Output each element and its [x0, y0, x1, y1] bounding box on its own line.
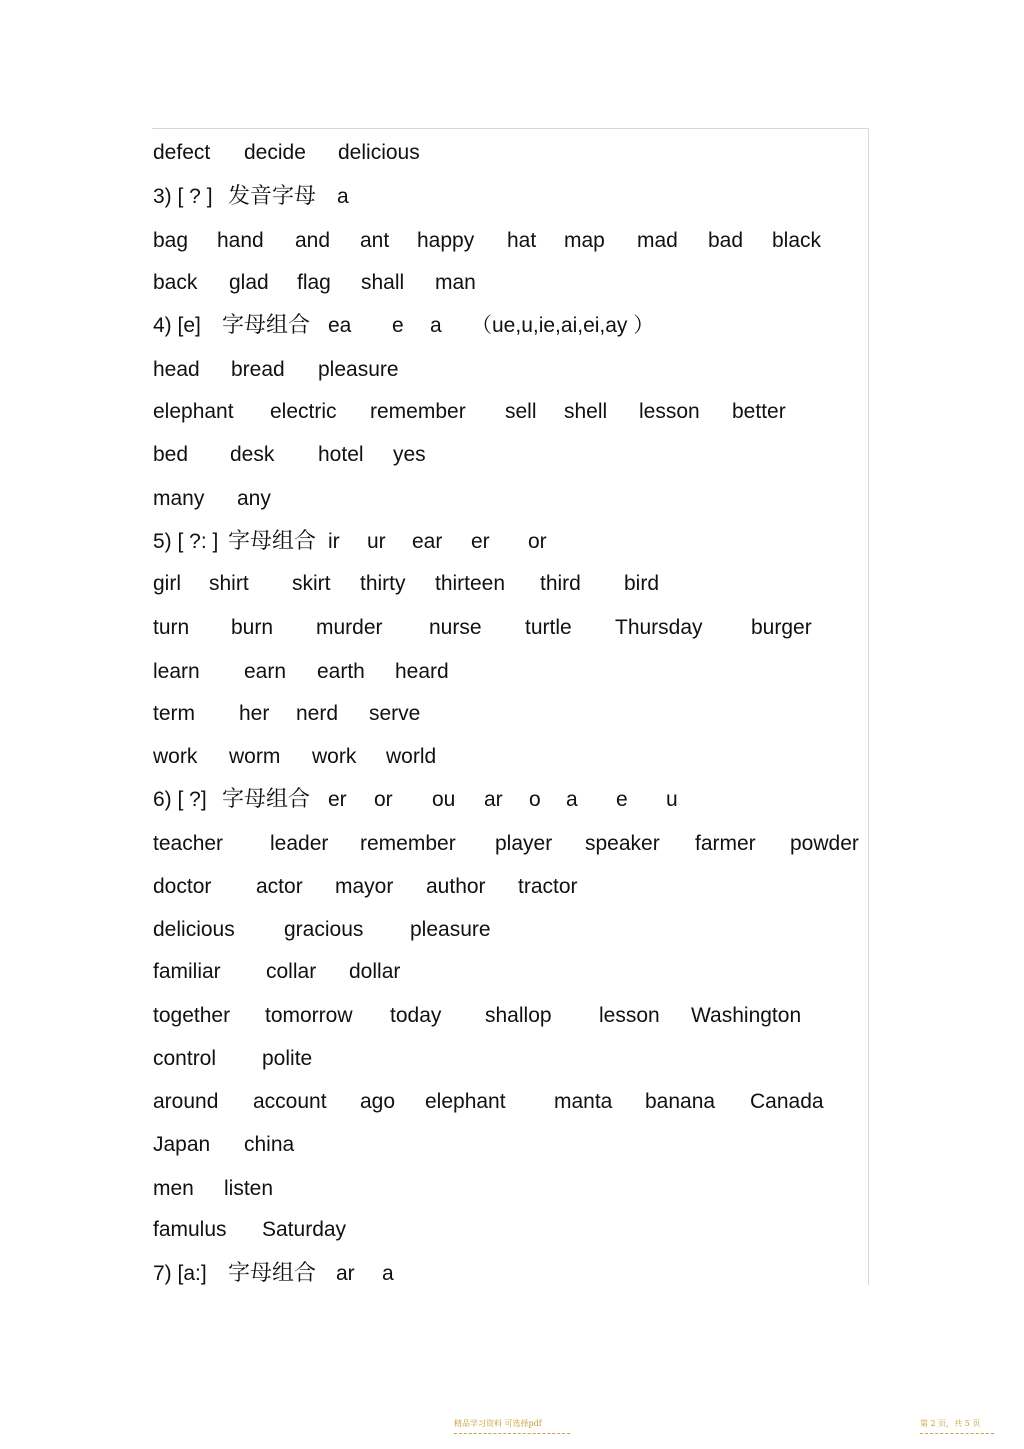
- word: shall: [361, 271, 405, 294]
- word: serve: [369, 702, 421, 725]
- word: farmer: [695, 832, 756, 855]
- word: powder: [790, 832, 859, 855]
- word: mayor: [335, 875, 394, 898]
- word: player: [495, 832, 553, 855]
- word: desk: [230, 443, 275, 466]
- word: girl: [153, 572, 182, 595]
- word: a: [337, 185, 349, 208]
- word: ago: [360, 1090, 396, 1113]
- word: yes: [393, 443, 426, 466]
- word: gracious: [284, 918, 364, 941]
- section-heading-label: 字母组合: [228, 1261, 317, 1286]
- section-heading-label: 发音字母: [228, 184, 317, 209]
- word: famulus: [153, 1218, 227, 1241]
- word: third: [540, 572, 581, 595]
- word: today: [390, 1004, 442, 1027]
- word: leader: [270, 832, 329, 855]
- word: skirt: [292, 572, 331, 595]
- word: 3) [ ? ]: [153, 185, 213, 208]
- word: man: [435, 271, 476, 294]
- word: shallop: [485, 1004, 552, 1027]
- word: mad: [637, 229, 678, 252]
- word: tomorrow: [265, 1004, 353, 1027]
- word: u: [666, 788, 678, 811]
- word: collar: [266, 960, 317, 983]
- word: thirteen: [435, 572, 506, 595]
- word: work: [312, 745, 357, 768]
- word: a: [566, 788, 578, 811]
- word: around: [153, 1090, 219, 1113]
- word: delicious: [338, 141, 420, 164]
- word: ea: [328, 314, 352, 337]
- word: manta: [554, 1090, 613, 1113]
- word: ar: [336, 1262, 355, 1285]
- word: a: [430, 314, 442, 337]
- word: glad: [229, 271, 269, 294]
- word: and: [295, 229, 331, 252]
- word: elephant: [153, 400, 234, 423]
- word: earth: [317, 660, 365, 683]
- page-frame-right: [868, 128, 869, 1285]
- word: worm: [229, 745, 281, 768]
- word: dollar: [349, 960, 401, 983]
- word: or: [528, 530, 547, 553]
- word: lesson: [639, 400, 700, 423]
- word: bread: [231, 358, 285, 381]
- word: pleasure: [410, 918, 491, 941]
- word: black: [772, 229, 822, 252]
- word: map: [564, 229, 605, 252]
- word: burger: [751, 616, 812, 639]
- word: 6) [ ?]: [153, 788, 207, 811]
- word: ear: [412, 530, 443, 553]
- word: ar: [484, 788, 503, 811]
- word: account: [253, 1090, 327, 1113]
- word: tractor: [518, 875, 578, 898]
- word: world: [386, 745, 437, 768]
- word: heard: [395, 660, 449, 683]
- word: pleasure: [318, 358, 399, 381]
- word: polite: [262, 1047, 313, 1070]
- word: 7) [a:]: [153, 1262, 207, 1285]
- word: listen: [224, 1177, 274, 1200]
- word: er: [471, 530, 490, 553]
- word: （ue,u,ie,ai,ei,ay ）: [471, 314, 655, 337]
- word: er: [328, 788, 347, 811]
- word: together: [153, 1004, 231, 1027]
- word: ir: [328, 530, 340, 553]
- footer-underline-right: [920, 1433, 994, 1434]
- word: happy: [417, 229, 475, 252]
- word: any: [237, 487, 271, 510]
- word: remember: [360, 832, 456, 855]
- word: back: [153, 271, 198, 294]
- word: teacher: [153, 832, 224, 855]
- word: men: [153, 1177, 194, 1200]
- word: shell: [564, 400, 608, 423]
- footer-underline-left: [454, 1433, 570, 1434]
- word: earn: [244, 660, 287, 683]
- word: china: [244, 1133, 295, 1156]
- word: defect: [153, 141, 211, 164]
- word: decide: [244, 141, 306, 164]
- word: familiar: [153, 960, 221, 983]
- word: hand: [217, 229, 264, 252]
- word: nurse: [429, 616, 482, 639]
- word: delicious: [153, 918, 235, 941]
- word: elephant: [425, 1090, 506, 1113]
- word: Saturday: [262, 1218, 347, 1241]
- word: o: [529, 788, 541, 811]
- word: hotel: [318, 443, 364, 466]
- word: head: [153, 358, 200, 381]
- word: remember: [370, 400, 466, 423]
- word: bed: [153, 443, 189, 466]
- section-heading-label: 字母组合: [222, 313, 311, 338]
- section-heading-label: 字母组合: [222, 787, 311, 812]
- word: nerd: [296, 702, 339, 725]
- word: thirty: [360, 572, 406, 595]
- word: flag: [297, 271, 331, 294]
- word: burn: [231, 616, 274, 639]
- word: many: [153, 487, 205, 510]
- footer-page-number: 第 2 页，共 5 页: [920, 1419, 981, 1428]
- word: Washington: [691, 1004, 802, 1027]
- word: her: [239, 702, 270, 725]
- word: sell: [505, 400, 537, 423]
- word: 5) [ ?: ]: [153, 530, 219, 553]
- word: Japan: [153, 1133, 211, 1156]
- word: e: [616, 788, 628, 811]
- word: actor: [256, 875, 303, 898]
- word: hat: [507, 229, 537, 252]
- word: shirt: [209, 572, 249, 595]
- word: speaker: [585, 832, 660, 855]
- word: or: [374, 788, 393, 811]
- word: e: [392, 314, 404, 337]
- word: work: [153, 745, 198, 768]
- word: better: [732, 400, 786, 423]
- word: 4) [e]: [153, 314, 201, 337]
- word: author: [426, 875, 486, 898]
- word: Thursday: [615, 616, 703, 639]
- word: ou: [432, 788, 456, 811]
- word: doctor: [153, 875, 212, 898]
- word: banana: [645, 1090, 716, 1113]
- word: ur: [367, 530, 386, 553]
- word: bird: [624, 572, 660, 595]
- word: electric: [270, 400, 337, 423]
- word: learn: [153, 660, 200, 683]
- word: turn: [153, 616, 190, 639]
- word: ant: [360, 229, 390, 252]
- word: bag: [153, 229, 189, 252]
- word: control: [153, 1047, 217, 1070]
- word: murder: [316, 616, 383, 639]
- section-heading-label: 字母组合: [228, 529, 317, 554]
- word: lesson: [599, 1004, 660, 1027]
- page-frame-top: [152, 128, 869, 129]
- word: term: [153, 702, 195, 725]
- word: bad: [708, 229, 744, 252]
- word: turtle: [525, 616, 572, 639]
- word: Canada: [750, 1090, 824, 1113]
- footer-watermark-left: 精品学习资料 可选择pdf: [454, 1419, 542, 1428]
- word: a: [382, 1262, 394, 1285]
